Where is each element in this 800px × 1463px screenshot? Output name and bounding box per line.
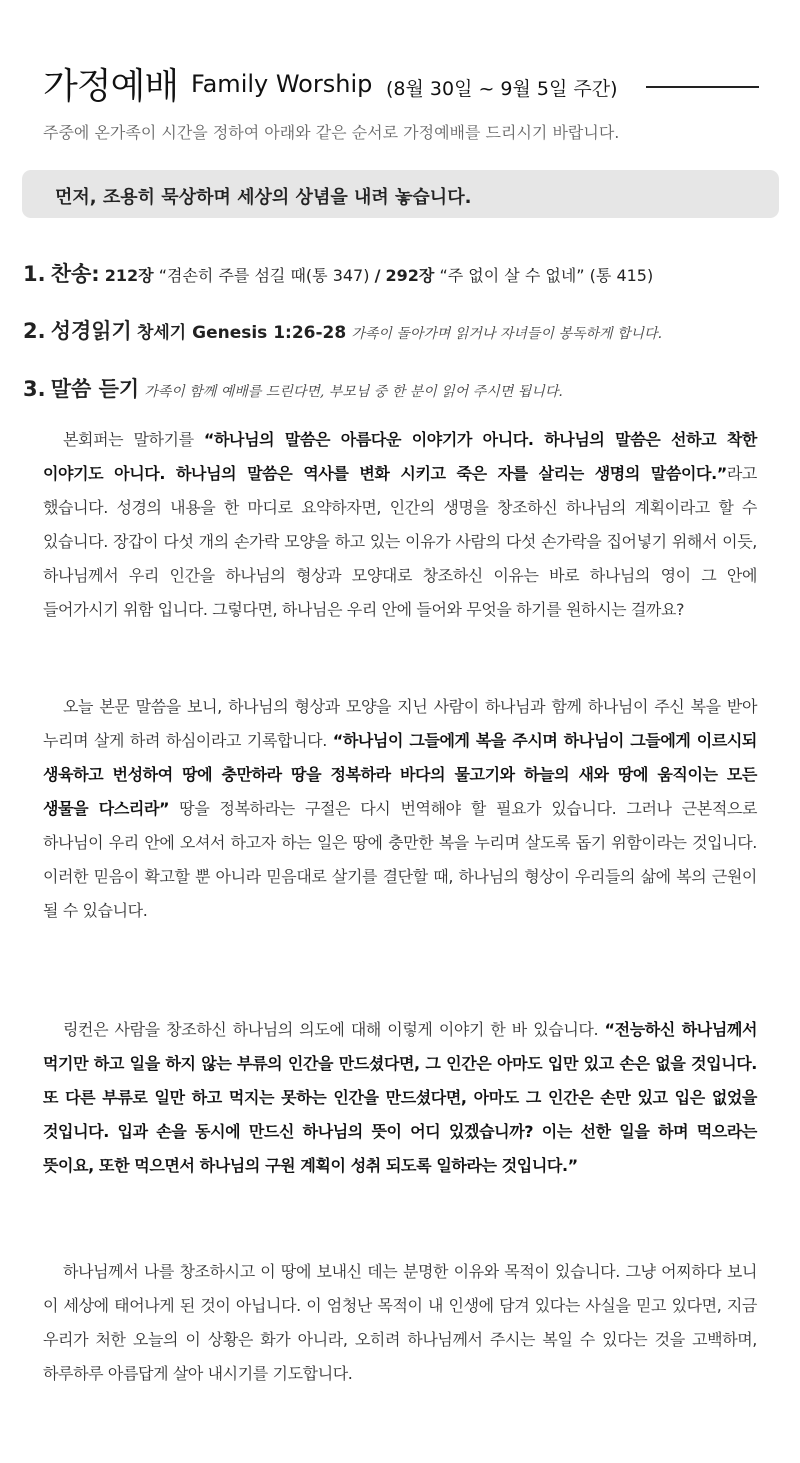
paragraph-text: 링컨은 사람을 창조하신 하나님의 의도에 대해 이렇게 이야기 한 바 있습니다.: [63, 1020, 605, 1039]
item-hymn: [23, 258, 653, 288]
paragraph-quote: “하나님의 말씀은 아름다운 이야기가 아니다. 하나님의 말씀은 선하고 착한 이야기도 아니다. 하나님의 말씀은 역사를 변화 시키고 죽은 자를 살리는 생명의 말씀이다.”: [43, 430, 757, 483]
paragraph-text: 오늘 본문 말씀을 보니, 하나님의 형상과 모양을 지닌 사람이 하나님과 함께 하나님이 주신 복을 받아 누리며 살게 하려 하심이라고 기록합니다.: [43, 697, 757, 750]
sermon-note: 가족이 함께 예배를 드린다면, 부모님 중 한 분이 읽어 주시면 됩니다.: [144, 384, 563, 400]
item-number: 1.: [23, 262, 46, 286]
page-title: 가정예배: [43, 66, 179, 107]
sermon-paragraph-3: [43, 1013, 757, 1183]
paragraph-quote: “전능하신 하나님께서 먹기만 하고 일을 하지 않는 부류의 인간을 만드셨다면, 그 인간은 아마도 입만 있고 손은 없을 것입니다. 또 다른 부류로 일만 하고 먹지는 못하는 인간을 만드셨다면, 아마도 그 인간은 손만 있고 입은 없었을 것입니다. 입과 손을 동시에 만드신 하나님의 뜻이 어디 있겠습니까? 이는 선한 일을 하며 먹으라는 뜻이요, 또한 먹으면서 하나님의 구원 계획이 성취 되도록 일하라는 것입니다.”: [43, 1020, 758, 1175]
item-label: 말씀 듣기: [50, 377, 140, 401]
paragraph-quote: “하나님이 그들에게 복을 주시며 하나님이 그들에게 이르시되 생육하고 번성하여 땅에 충만하라 땅을 정복하라 바다의 물고기와 하늘의 새와 땅에 움직이는 모든 생물을 다스리라”: [43, 731, 757, 818]
paragraph-text: 라고 했습니다. 성경의 내용을 한 마디로 요약하자면, 인간의 생명을 창조하신 하나님의 계획이라고 할 수 있습니다. 장갑이 다섯 개의 손가락 모양을 하고 있는 이유가 사람의 다섯 손가락을 집어넣기 위해서 이듯, 하나님께서 우리 인간을 하나님의 형상과 모양대로 창조하신 이유는 바로 하나님의 영이 그 안에 들어가시기 위함 입니다. 그렇다면, 하나님은 우리 안에 들어와 무엇을 하기를 원하시는 걸까요?: [43, 464, 757, 619]
scripture-note: 가족이 돌아가며 읽거나 자녀들이 봉독하게 합니다.: [351, 326, 663, 342]
page-title-english: Family Worship: [191, 70, 373, 98]
intro-text: 먼저, 조용히 묵상하며 세상의 상념을 내려 놓습니다.: [55, 187, 472, 208]
sermon-paragraph-4: [43, 1255, 757, 1391]
sermon-paragraph-1: [43, 423, 757, 627]
hymn2-number: 292장: [385, 266, 435, 285]
header: [43, 58, 763, 108]
intro-box: [22, 170, 779, 218]
paragraph-text: 땅을 정복하라는 구절은 다시 번역해야 할 필요가 있습니다. 그러나 근본적으로 하나님이 우리 안에 오셔서 하고자 하는 일은 땅에 충만한 복을 누리며 살도록 돕기 위함이라는 것입니다. 이러한 믿음이 확고할 뿐 아니라 믿음대로 살기를 결단할 때, 하나님의 형상이 우리들의 삶에 복의 근원이 될 수 있습니다.: [43, 799, 757, 920]
hymn1-number: 212장: [104, 266, 154, 285]
paragraph-text: 하나님께서 나를 창조하시고 이 땅에 보내신 데는 분명한 이유와 목적이 있습니다. 그냥 어찌하다 보니 이 세상에 태어나게 된 것이 아닙니다. 이 엄청난 목적이 내 인생에 담겨 있다는 사실을 믿고 있다면, 지금 우리가 처한 오늘의 이 상황은 화가 아니라, 오히려 하나님께서 주시는 복일 수 있다는 것을 고백하며, 하루하루 아름답게 살아 내시기를 기도합니다.: [43, 1262, 757, 1383]
paragraph-text: 본회퍼는 말하기를: [63, 430, 204, 449]
scripture-reference: 창세기 Genesis 1:26-28: [136, 323, 347, 343]
item-scripture: [23, 315, 662, 345]
item-label: 성경읽기: [50, 319, 132, 343]
sermon-paragraph-2: [43, 690, 757, 928]
hymn2-title: “주 없이 살 수 없네” (통 415): [439, 266, 654, 285]
header-rule: [646, 86, 759, 88]
date-range: (8월 30일 ~ 9월 5일 주간): [386, 78, 618, 100]
item-sermon: [23, 373, 563, 403]
item-number: 2.: [23, 319, 46, 343]
subtitle: 주중에 온가족이 시간을 정하여 아래와 같은 순서로 가정예배를 드리시기 바랍니다.: [43, 123, 620, 142]
item-number: 3.: [23, 377, 46, 401]
hymn-separator: /: [374, 266, 381, 285]
item-label: 찬송:: [50, 262, 100, 286]
hymn1-title: “겸손히 주를 섬길 때(통 347): [158, 266, 370, 285]
